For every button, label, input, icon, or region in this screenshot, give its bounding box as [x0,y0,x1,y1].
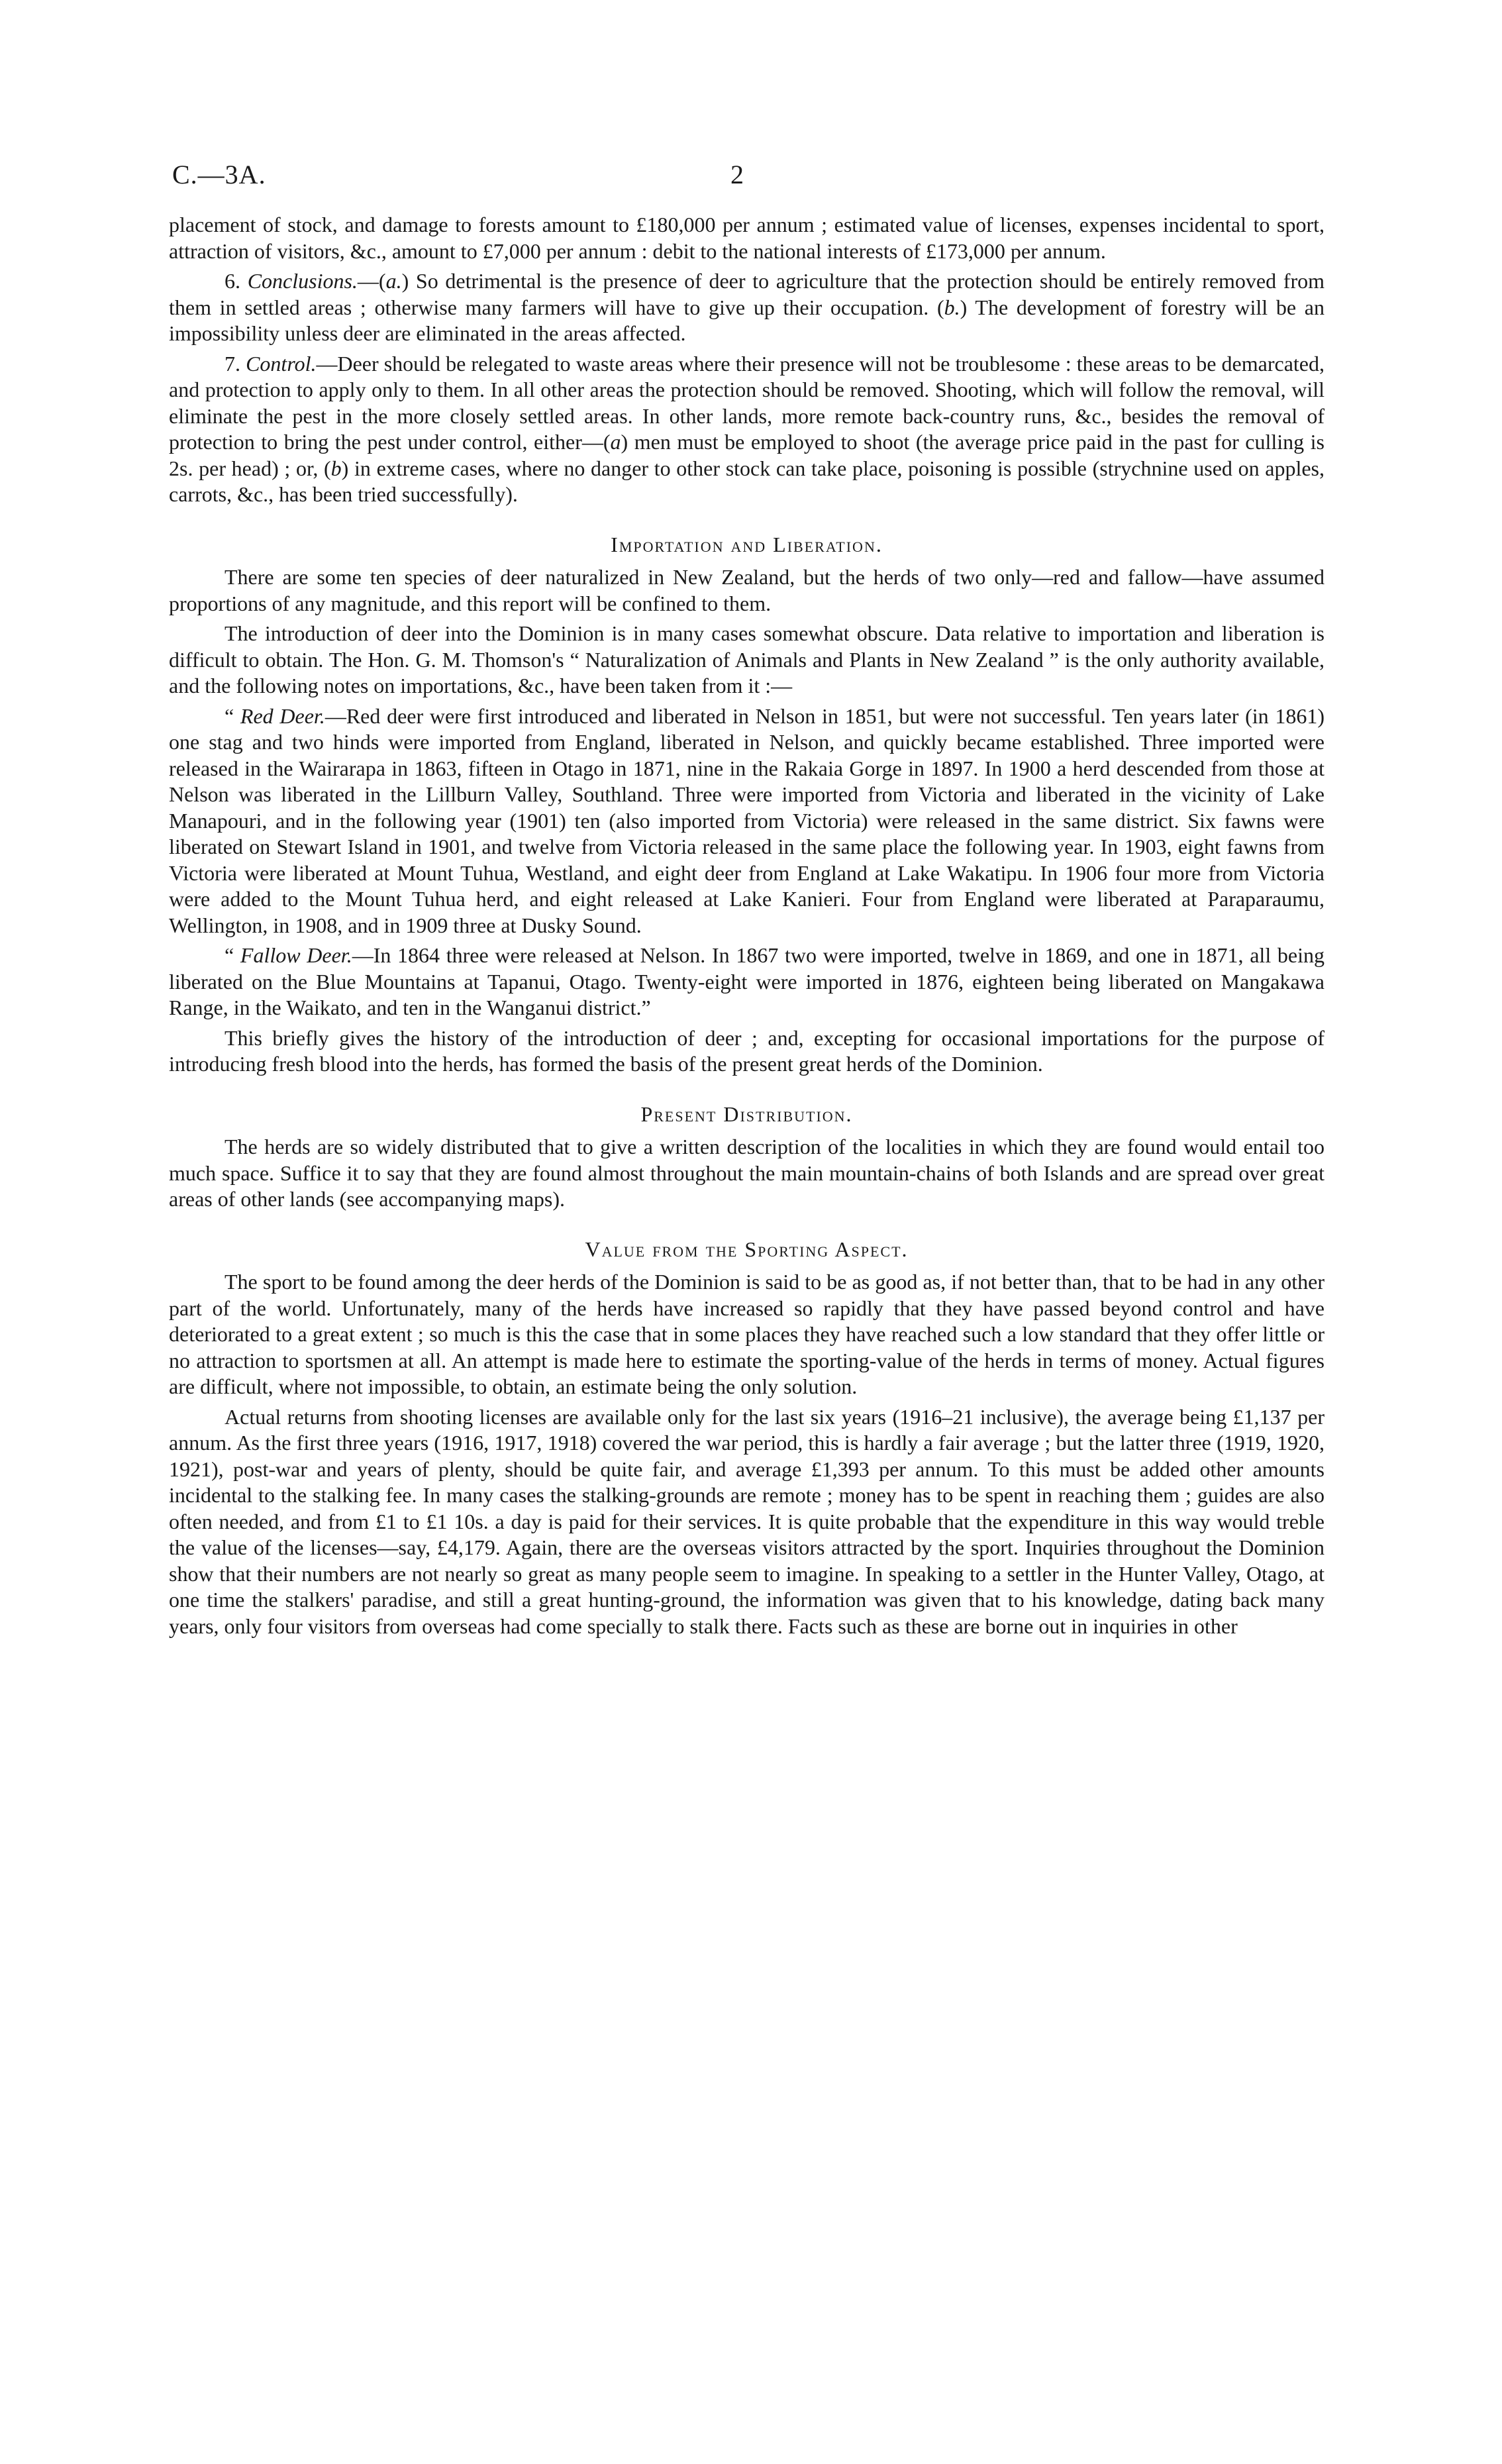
heading-importation: Importation and Liberation. [611,532,883,556]
paragraph: There are some ten species of deer naturalized in New Zealand, but the herds of two only—red and fallow—have assumed proportions of any magnitude, and this report will be confined to them. [169,565,1325,615]
paragraph-continuation: placement of stock, and damage to forests amount to £180,000 per annum ; estimated value of licenses, expenses incidental to sport, attraction of visitors, &c., amount to £7,000 per annum : debit to the national interests of £173,000 per annum. [169,213,1325,263]
paragraph: The introduction of deer into the Dominion is in many cases somewhat obscure. Data relative to importation and liberation is difficult to obtain. The Hon. G. M. Thomson's “ Naturalization of Animals and Plants in New Zealand ” is the only authority available, and the following notes on importations, &c., have been taken from it :— [169,621,1325,697]
heading-sporting: Value from the Sporting Aspect. [585,1237,909,1261]
text-run: ) The development of forestry will be an impossibility unless deer are eliminated in the areas affected. [169,295,1325,345]
quote-mark: “ [225,703,240,728]
heading-distribution: Present Distribution. [640,1102,853,1126]
paragraph: This briefly gives the history of the introduction of deer ; and, excepting for occasional importations for the purpose of introducing fresh blood into the herds, has formed the basis of the present great herds of the Dominion. [169,1025,1325,1076]
document-reference: C.—3A. [172,160,266,189]
quote-label: Fallow Deer. [240,943,352,967]
enum-label: b. [944,295,960,319]
paragraph: Actual returns from shooting licenses are available only for the last six years (1916–21 inclusive), the average being £1,137 per annum. As the first three years (1916, 1917, 1918) covered the war period, this is hardly a fair average ; but the latter three (1919, 1920, 1921), post-war and years of plenty, should be quite fair, and average £1,393 per annum. To this must be added other amounts incidental to the stalking fee. In many cases the stalking-grounds are remote ; money has to be spent in reaching them ; guides are also often needed, and from £1 to £1 10s. a day is paid for their services. It is quite probable that the expenditure in this way would treble the value of the licenses—say, £4,179. Again, there are the overseas visitors attracted by the sport. Inquiries throughout the Dominion show that their numbers are not nearly so great as many people seem to imagine. In speaking to a settler in the Hunter Valley, Otago, at one time the stalkers' paradise, and still a great hunting-ground, the information was given that to his knowledge, dating back many years, only four visitors from overseas had come specially to stalk there. Facts such as these are borne out in inquiries in other [169,1404,1325,1638]
text-run: —( [357,269,386,293]
quote-fallow-deer [169,943,1325,1021]
paragraph-conclusions [169,268,1325,347]
text-run: ) in extreme cases, where no danger to other stock can take place, poisoning is possible (strychnine used on apples, carrots, &c., has been tried successfully). [169,456,1325,506]
quote-mark: “ [225,943,240,967]
section-label: Conclusions. [247,269,358,293]
text-run: —Red deer were first introduced and liberated in Nelson in 1851, but were not successful. Ten years later (in 1861) one stag and two hinds were imported from England, liberated in Nelson, and quickly became established. Three imported were released in the Wairarapa in 1863, fifteen in Otago in 1871, nine in the Rakaia Gorge in 1897. In 1900 a herd descended from those at Nelson was liberated in the Lillburn Valley, Southland. Three were imported from Victoria and liberated in the vicinity of Lake Manapouri, and in the following year (1901) ten (also imported from Victoria) were released in the same district. Six fawns were liberated on Stewart Island in 1901, and twelve from Victoria released in the same place the following year. In 1903, eight fawns from Victoria were liberated at Mount Tuhua, Westland, and eight deer from England at Lake Wakatipu. In 1906 four more from Victoria were added to the Mount Tuhua herd, and eight released at Lake Kanieri. Four from England were liberated at Paraparaumu, Wellington, in 1908, and in 1909 three at Dusky Sound. [169,703,1325,937]
text-run: —Deer should be relegated to waste areas where their presence will not be troublesome : these areas to be demarcated, and protection to apply only to them. In all other areas the protection should be removed. Shooting, which will follow the removal, will eliminate the pest in the more closely settled areas. In other lands, more remote back-country runs, &c., besides the removal of protection to bring the pest under control, either—( [169,351,1325,454]
page-number: 2 [730,160,744,189]
section-number: 6. [225,269,248,293]
quote-label: Red Deer. [240,703,325,728]
text-run: —In 1864 three were released at Nelson. In 1867 two were imported, twelve in 1869, and one in 1871, all being liberated on the Blue Mountains at Tapanui, Otago. Twenty-eight were imported in 1876, eighteen being liberated on Mangakawa Range, in the Waikato, and ten in the Wanganui district.” [169,943,1325,1019]
paragraph: The herds are so widely distributed that to give a written description of the localities in which they are found would entail too much space. Suffice it to say that they are found almost throughout the main mountain-chains of both Islands and are spread over great areas of other lands (see accompanying maps). [169,1135,1325,1211]
paragraph: The sport to be found among the deer herds of the Dominion is said to be as good as, if not better than, that to be had in any other part of the world. Unfortunately, many of the herds have increased so rapidly that they have passed beyond control and have deteriorated to a great extent ; so much is this the case that in some places they have reached such a low standard that they offer little or no attraction to sportsmen at all. An attempt is made here to estimate the sporting-value of the herds in terms of money. Actual figures are difficult, where not impossible, to obtain, an estimate being the only solution. [169,1270,1325,1398]
text-run: ) men must be employed to shoot (the average price paid in the past for culling is 2s. per head) ; or, ( [169,430,1325,480]
section-number: 7. [225,351,246,376]
quote-red-deer [169,703,1325,939]
document-page [169,159,1325,1639]
document-body [169,212,1325,1639]
enum-label: a [610,430,621,454]
section-label: Control. [246,351,317,376]
paragraph-control [169,351,1325,508]
text-run: ) So detrimental is the presence of deer to agriculture that the protection should be entirely removed from them in settled areas ; otherwise many farmers will have to give up their occupation. ( [169,269,1325,319]
page-header [169,159,1325,212]
enum-label: a. [385,269,402,293]
enum-label: b [330,456,342,480]
